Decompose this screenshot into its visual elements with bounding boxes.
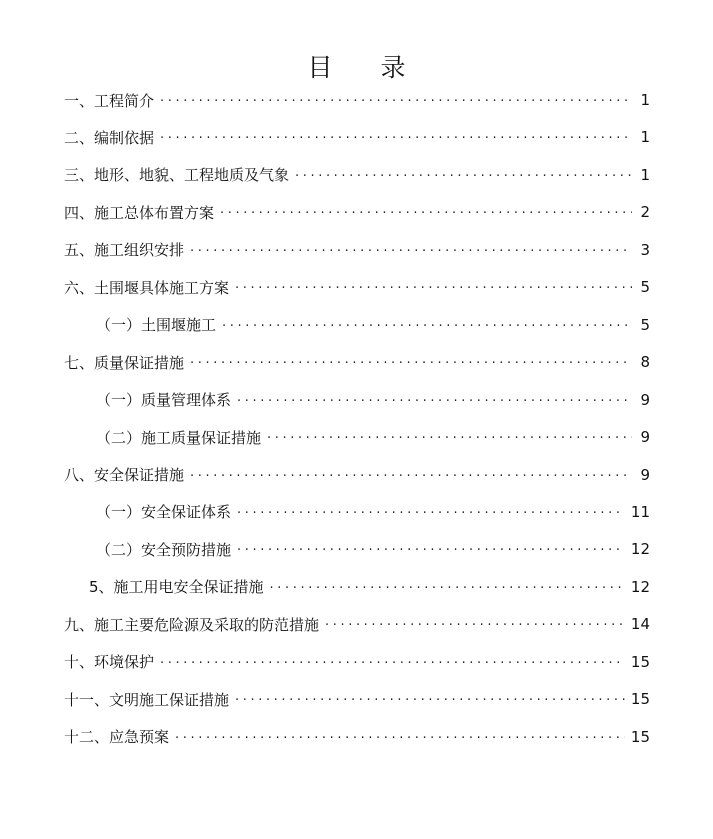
toc-entry-label: 九、施工主要危险源及采取的防范措施 — [64, 615, 320, 634]
toc-leader-dots — [220, 203, 632, 221]
toc-title — [0, 48, 713, 84]
toc-entry[interactable] — [64, 200, 650, 224]
toc-entry-label: 五、施工组织安排 — [64, 241, 185, 260]
toc-entry-label: 十一、文明施工保证措施 — [64, 690, 230, 709]
toc-leader-dots — [190, 466, 632, 484]
toc-entry-label: 八、安全保证措施 — [64, 466, 185, 484]
toc-entry-label: （二）施工质量保证措施 — [96, 428, 262, 447]
toc-entry-page-number: 12 — [630, 540, 650, 559]
toc-leader-dots — [222, 316, 632, 334]
toc-entry[interactable] — [64, 275, 650, 299]
toc-entry[interactable] — [64, 725, 650, 749]
toc-entry-label: 七、质量保证措施 — [64, 353, 185, 372]
toc-leader-dots — [237, 503, 625, 521]
toc-entry-label: 三、地形、地貌、工程地质及气象 — [64, 166, 290, 185]
toc-entry-label: 六、土围堰具体施工方案 — [64, 278, 230, 297]
toc-entry-page-number: 2 — [640, 203, 650, 222]
toc-leader-dots — [235, 278, 632, 296]
toc-leader-dots — [267, 428, 632, 446]
toc-entry-label: 二、编制依据 — [64, 128, 155, 147]
toc-leader-dots — [190, 353, 632, 371]
toc-title-char-2: 录 — [380, 53, 406, 82]
toc-entry-page-number: 3 — [640, 240, 650, 259]
toc-leader-dots — [237, 391, 632, 409]
toc-leader-dots — [160, 91, 632, 109]
toc-leader-dots — [325, 615, 625, 633]
toc-entry-page-number: 5 — [640, 315, 650, 334]
toc-leader-dots — [235, 690, 625, 708]
toc-entry[interactable] — [64, 163, 650, 187]
toc-entry-page-number: 12 — [630, 577, 650, 596]
toc-entry[interactable] — [96, 425, 650, 449]
toc-entry[interactable] — [96, 313, 650, 337]
toc-entry-page-number: 9 — [640, 428, 650, 447]
toc-entry-label: 十、环境保护 — [64, 653, 155, 672]
toc-entry-page-number: 14 — [630, 615, 650, 634]
toc-leader-dots — [270, 578, 625, 596]
toc-entry-page-number: 5 — [640, 278, 650, 297]
toc-entry-page-number: 9 — [640, 390, 650, 409]
toc-entry-page-number: 15 — [630, 727, 650, 746]
toc-leader-dots — [237, 540, 625, 558]
toc-entry-label: （一）土围堰施工 — [96, 316, 217, 335]
toc-entry-label: （二）安全预防措施 — [96, 540, 232, 559]
toc-entry-page-number: 1 — [640, 128, 650, 147]
toc-leader-dots — [190, 241, 632, 259]
toc-entry-label: 5、施工用电安全保证措施 — [89, 578, 264, 597]
toc-entry-page-number: 15 — [630, 652, 650, 671]
toc-entry[interactable] — [96, 388, 650, 412]
toc-entry-label: （一）安全保证体系 — [96, 503, 232, 522]
toc-leader-dots — [160, 653, 625, 671]
toc-entry-label: 四、施工总体布置方案 — [64, 203, 215, 222]
toc-entry[interactable] — [64, 350, 650, 374]
toc-entry-page-number: 1 — [640, 91, 650, 109]
toc-entry[interactable] — [64, 463, 650, 487]
toc-entry-page-number: 9 — [640, 465, 650, 484]
toc-leader-dots — [175, 728, 625, 746]
toc-entry[interactable] — [64, 88, 650, 112]
toc-entry-label: 十二、应急预案 — [64, 728, 170, 747]
toc-entry[interactable] — [96, 537, 650, 561]
toc-leader-dots — [160, 128, 632, 146]
toc-entry[interactable] — [64, 612, 650, 636]
toc-entry-label: （一）质量管理体系 — [96, 391, 232, 410]
toc-leader-dots — [295, 166, 632, 184]
toc-entry-page-number: 1 — [640, 165, 650, 184]
toc-entry[interactable] — [64, 650, 650, 674]
toc-entry[interactable] — [89, 575, 650, 599]
toc-entry-page-number: 15 — [630, 690, 650, 709]
toc-entry-label: 一、工程简介 — [64, 91, 155, 110]
toc-entry[interactable] — [96, 500, 650, 524]
toc-entry[interactable] — [64, 125, 650, 149]
toc-title-char-1: 目 — [307, 53, 333, 82]
toc-entry[interactable] — [64, 687, 650, 711]
toc-entry[interactable] — [64, 238, 650, 262]
toc-entry-page-number: 8 — [640, 353, 650, 372]
toc-entry-page-number: 11 — [630, 502, 650, 521]
